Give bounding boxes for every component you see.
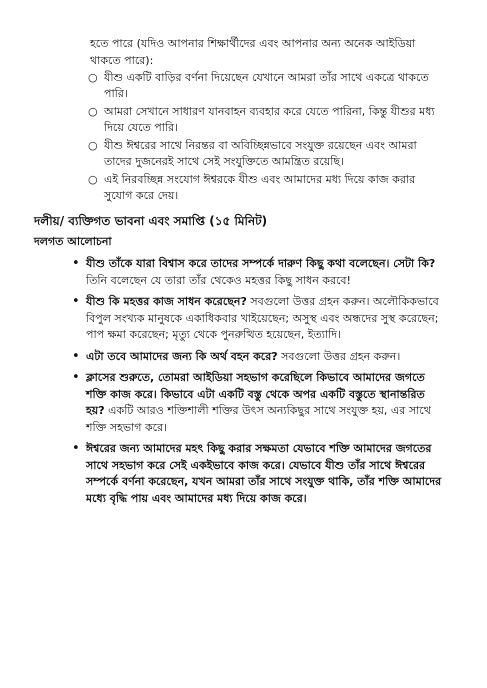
intro-text: হতে পারে (যদিও আপনার শিক্ষার্থীদের এবং আপনার অন্য অনেক আইডিয়া থাকতে পারে): <box>90 37 416 67</box>
section-heading: দলীয়/ ব্যক্তিগত ভাবনা এবং সমাপ্তি (১৫ মিনিট) <box>34 214 268 228</box>
sub-item-text: আমরা সেখানে সাধারণ যানবাহন ব্যবহার করে যেতে পারিনা, কিন্তু যীশুর মধ্য দিয়ে যেতে পারি। <box>104 105 435 134</box>
bullet-icon: • <box>72 348 80 364</box>
answer-text: তিনি বলেছেন যে তারা তাঁর থেকেও মহত্তর কিছু সাধন করবে! <box>86 273 351 287</box>
statement-text: ঈশ্বরের জন্য আমাদের মহৎ কিছু করার সক্ষমতা যেভাবে শক্তি আমাদের জগতের সাথে সহভাগ করে সেই একইভাবে কাজ করে। যেভাবে যীশু তাঁর সাথে ঈশ্বরের সম্পর্কে বর্ণনা করেছেন, যখন আমরা তাঁর সাথে সংযুক্ত থাকি, তাঁর শক্তি আমাদের মধ্যে বৃদ্ধি পায় এবং আমাদের মধ্য দিয়ে কাজ করে। <box>86 442 442 505</box>
sub-item-text: এই নিরবচ্ছিন্ন সংযোগ ঈশ্বরকে যীশু এবং আমাদের মধ্য দিয়ে কাজ করার সুযোগ করে দেয়। <box>104 173 416 202</box>
discussion-item <box>72 349 447 366</box>
bullet-icon: • <box>72 441 80 456</box>
sub-item-text: যীশু ঈশ্বরের সাথে নিরন্তর বা অবিচ্ছিন্নভাবে সংযুক্ত রয়েছেন এবং আমরা তাদের দুজনেরই সাথে সেই সংযুক্তিতে আমন্ত্রিত রয়েছি। <box>104 139 417 168</box>
sub-list-item <box>88 138 447 170</box>
question-text: যীশু কি মহত্তর কাজ সাধন করেছেন? <box>86 295 247 308</box>
bullet-icon: • <box>72 370 80 385</box>
hollow-circle-bullet-icon: ○ <box>88 139 98 152</box>
hollow-circle-bullet-icon: ○ <box>88 71 98 84</box>
bullet-icon: • <box>72 294 80 309</box>
sub-list-item <box>88 172 447 204</box>
discussion-item <box>72 441 447 507</box>
answer-text: সবগুলো উত্তর গ্রহন করুন। অলৌকিকভাবে বিপুল সংখ্যক মানুষকে একাধিকবার খাইয়েছেন; অসুস্থ এবং অন্ধদের সুস্থ করেছেন; পাপ ক্ষমা করেছেন; মৃত্যু থেকে পুনরুত্থিত হয়েছেন, ইত্যাদি। <box>86 295 439 341</box>
sub-item-text: যীশু একটি বাড়ির বর্ণনা দিয়েছেন যেখানে আমরা তাঁর সাথে একত্রে থাকতে পারি। <box>104 71 429 100</box>
answer-text: সবগুলো উত্তর গ্রহন করুন। <box>277 349 401 363</box>
sub-list-item <box>88 70 447 102</box>
discussion-list <box>64 256 447 507</box>
hollow-circle-bullet-icon: ○ <box>88 105 98 118</box>
subheading: দলগত আলোচনা <box>34 235 112 248</box>
question-text: এটা তবে আমাদের জন্য কি অর্থ বহন করে? <box>86 349 278 363</box>
sub-list <box>64 70 447 204</box>
question-text: যীশু তাঁকে যারা বিশ্বাস করে তাদের সম্পর্কে দারুণ কিছু কথা বলেছেন। সেটা কি? <box>86 257 436 270</box>
sub-list-item <box>88 104 447 136</box>
discussion-item <box>72 294 447 344</box>
bullet-icon: • <box>72 256 80 271</box>
answer-text: একটি আরও শক্তিশালী শক্তির উৎস অন্যকিছুর সাথে সংযুক্ত হয়, এর সাথে শক্তি সহভাগ করে। <box>86 404 431 434</box>
question-text: ক্লাসের শুরুতে, তোমরা আইডিয়া সহভাগ করেছিলে কিভাবে আমাদের জগতে শক্তি কাজ করে। কিভাবে এটা একটি বস্তু থেকে অপর একটি বস্তুতে স্থানান্তরিত হয়? <box>86 371 425 417</box>
discussion-item <box>72 370 447 436</box>
hollow-circle-bullet-icon: ○ <box>88 173 98 186</box>
discussion-item <box>72 256 447 289</box>
